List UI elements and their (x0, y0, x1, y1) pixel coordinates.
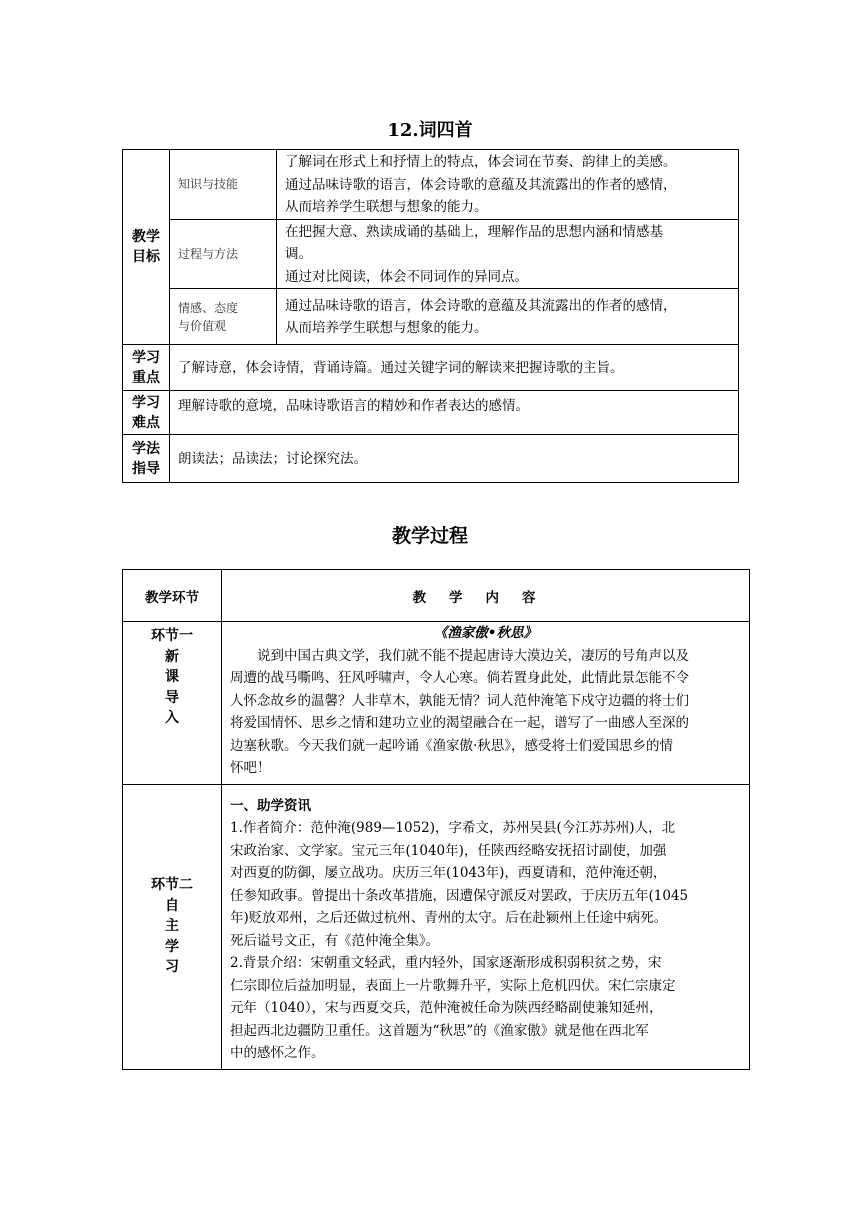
objective-text-knowledge: 了解词在形式上和抒情上的特点，体会词在节奏、韵律上的美感。 通过品味诗歌的语言，体会诗歌的意蕴及其流露出的作者的感情， 从而培养学生联想与想象的能力。 (277, 150, 739, 220)
stage2-label: 环节二 自 主 学 习 (123, 784, 222, 1069)
header-content: 教学内容 (222, 570, 750, 622)
objective-text-process: 在把握大意、熟读成诵的基础上，理解作品的思想内涵和情感基 调。 通过对比阅读，体会不同词作的异同点。 (277, 219, 739, 289)
process-title: 教学过程 (391, 525, 468, 547)
difficulties-text: 理解诗歌的意境，品味诗歌语言的精妙和作者表达的感情。 (170, 391, 739, 435)
difficulties-label: 学习 难点 (123, 391, 170, 435)
objective-label-emotion: 情感、态度 与价值观 (170, 289, 277, 345)
objective-label-knowledge: 知识与技能 (170, 150, 277, 220)
objective-text-emotion: 通过品味诗歌的语言，体会诗歌的意蕴及其流露出的作者的感情， 从而培养学生联想与想象的能力。 (277, 289, 739, 345)
document-title: 12.词四首 (387, 120, 473, 141)
stage1-label: 环节一 新 课 导 入 (123, 622, 222, 785)
objectives-row-label: 教学 目标 (123, 150, 170, 345)
poem-title: 《渔家傲•秋思》 (433, 625, 538, 641)
stage2-content: 一、助学资讯 1.作者简介：范仲淹(989—1052)，字希文，苏州吴县(今江苏苏州)人，北 宋政治家、文学家。宝元三年(1040年)，任陕西经略安抚招讨副使，加强 对西夏的防御，屡立战功。庆历三年(1043年)，西夏请和，范仲淹还朝， 任参知政事。曾提出十条改革措施，因遭保守派反对罢政，于庆历五年(1045 年)贬放邓州，之后还做过杭州、青州的太守。后在赴颍州上任途中病死。 死后谥号文正，有《范仲淹全集》。 2.背景介绍：宋朝重文轻武，重内轻外，国家逐渐形成积弱积贫之势，宋 仁宗即位后益加明显，表面上一片歌舞升平，实际上危机四伏。宋仁宗康定 元年（1040），宋与西夏交兵，范仲淹被任命为陕西经略副使兼知延州， 担起西北边疆防卫重任。这首题为“秋思”的《渔家傲》就是他在西北军 中的感怀之作。 (222, 784, 750, 1069)
objectives-table (122, 149, 739, 483)
info-heading: 一、助学资讯 (230, 797, 311, 814)
key-points-label: 学习 重点 (123, 345, 170, 391)
stage1-content: 《渔家傲•秋思》 说到中国古典文学，我们就不能不提起唐诗大漠边关，凄厉的号角声以及 周遭的战马嘶鸣、狂风呼啸声，令人心寒。倘若置身此处，此情此景怎能不令 人怀念故乡的温馨？人非草木，孰能无情？词人范仲淹笔下戍守边疆的将士们 将爱国情怀、思乡之情和建功立业的渴望融合在一起，谱写了一曲感人至深的 边塞秋歌。今天我们就一起吟诵《渔家傲·秋思》，感受将士们爱国思乡的情 怀吧！ (222, 622, 750, 785)
methods-text: 朗读法；品读法；讨论探究法。 (170, 435, 739, 483)
key-points-text: 了解诗意，体会诗情，背诵诗篇。通过关键字词的解读来把握诗歌的主旨。 (170, 345, 739, 391)
methods-label: 学法 指导 (123, 435, 170, 483)
header-stage: 教学环节 (123, 570, 222, 622)
objective-label-process: 过程与方法 (170, 219, 277, 289)
process-table (122, 569, 750, 1070)
